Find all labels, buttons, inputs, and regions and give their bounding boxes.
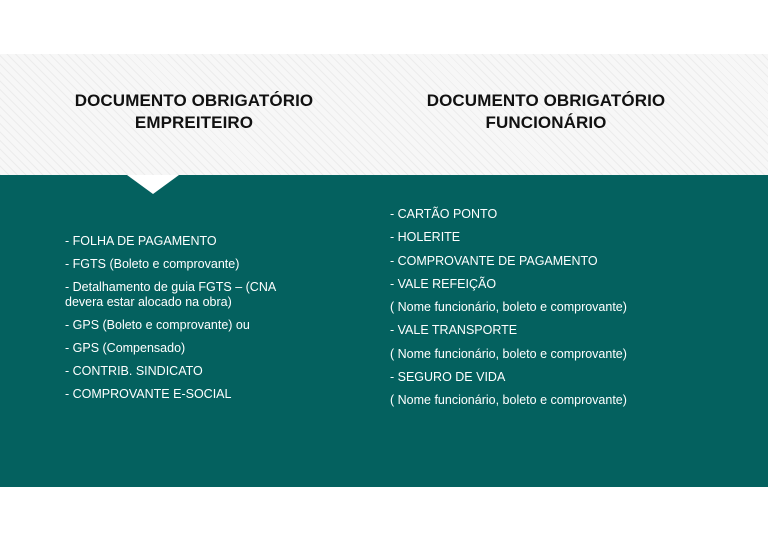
list-item: ( Nome funcionário, boleto e comprovante) (390, 393, 627, 408)
list-item: - CARTÃO PONTO (390, 207, 498, 221)
list-item: ( Nome funcionário, boleto e comprovante) (390, 346, 627, 361)
list-item: - GPS (Compensado) (65, 341, 186, 355)
list-item: - FGTS (Boleto e comprovante) (65, 257, 240, 271)
slide (0, 54, 768, 487)
title-funcionario-line1: DOCUMENTO OBRIGATÓRIO (426, 91, 666, 110)
title-empreiteiro-line1: DOCUMENTO OBRIGATÓRIO (74, 91, 314, 110)
list-item: - VALE TRANSPORTE (390, 323, 518, 338)
title-empreiteiro (48, 90, 340, 134)
list-item: - GPS (Boleto e comprovante) ou (65, 318, 250, 332)
list-item: - SEGURO DE VIDA (390, 370, 506, 385)
funcionario-document-list (390, 207, 730, 417)
title-funcionario-line2: FUNCIONÁRIO (485, 113, 607, 132)
list-item: ( Nome funcionário, boleto e comprovante) (390, 300, 627, 315)
empreiteiro-document-list (65, 234, 315, 410)
title-funcionario (400, 90, 692, 134)
notch-triangle (127, 175, 179, 194)
list-item: - COMPROVANTE E-SOCIAL (65, 387, 232, 401)
list-item: - CONTRIB. SINDICATO (65, 364, 203, 378)
title-empreiteiro-line2: EMPREITEIRO (134, 113, 254, 132)
list-item: - HOLERITE (390, 230, 461, 245)
list-item: - VALE REFEIÇÃO (390, 276, 497, 291)
list-item: - COMPROVANTE DE PAGAMENTO (390, 253, 598, 268)
list-item: - Detalhamento de guia FGTS – (CNA devera estar alocado na obra) (65, 280, 276, 309)
list-item: - FOLHA DE PAGAMENTO (65, 234, 217, 248)
